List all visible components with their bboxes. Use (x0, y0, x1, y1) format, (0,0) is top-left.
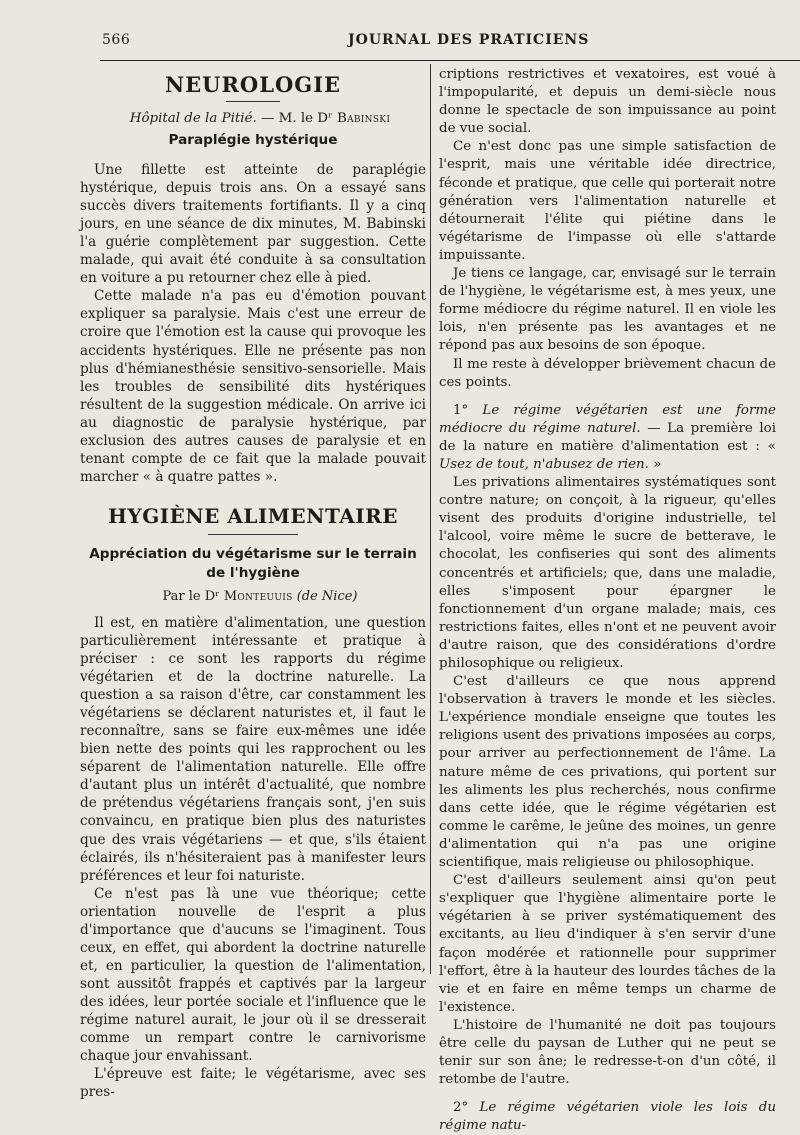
section-rule (208, 534, 298, 535)
point-two-title: Le régime végétarien viole les lois du régime natu- (439, 1100, 776, 1134)
paragraph: Il me reste à développer brièvement chacun de ces points. (439, 356, 776, 390)
paragraph: C'est d'ailleurs ce que nous apprend l'observation à travers le monde et les siècles. L'expérience mondiale enseigne que toutes les religions usent des privations imposées au corps, pour arriver au perfectionnement de l'âme. La nature même de ces privations, qui portent sur les aliments les plus recherchés, nous confirme dans cette idée, que le régime végétarien est comme le carême, le jeûne des moines, un genre d'alimentation qui n'a pas une origine scientifique, mais religieuse ou philosophique. (439, 674, 776, 871)
byline-author: Monteuuis (223, 588, 293, 604)
point-one-title: Le régime végétarien est une forme médiocre du régime naturel. (439, 402, 776, 436)
journal-title: JOURNAL DES PRATICIENS (348, 32, 590, 48)
paragraph: Ce n'est donc pas une simple satisfaction de l'esprit, mais une véritable idée directrice, féconde et pratique, que celle qui porterait notre génération vers l'alimentation naturelle et détournerait l'élite qui piétine dans le végétarisme de l'impasse où elle s'attarde impuissante. (439, 139, 776, 263)
point-one-end: » (648, 456, 662, 472)
paragraph: Il est, en matière d'alimentation, une question particulièrement intéressante et pratique à préciser : ce sont les rapports du régime végétarien et de la doctrine naturelle. La question a sa raison d'être, car constamment les végétariens se déclarent naturistes et, il faut le reconnaître, sans se faire eux-mêmes une idée bien nette des points qui les rapprochent ou les séparent de l'alimentation naturelle. Elle offre d'autant plus un intérêt d'actualité, que nombre de prétendus végétariens français sont, j'en suis convaincu, en pratique bien plus des naturistes que des vrais végétariens — et que, s'ils étaient éclairés, ils n'hésiteraient pas à manifester leurs préférences et leur foi naturiste. (80, 614, 426, 884)
hospital-separator: — M. le Dʳ (256, 111, 337, 126)
hospital-name: Hôpital de la Pitié. (129, 111, 257, 126)
section-title-neurologie: NEUROLOGIE (164, 72, 342, 97)
column-divider (430, 64, 431, 974)
point-one (439, 402, 776, 474)
paragraph: Je tiens ce langage, car, envisagé sur le terrain de l'hygiène, le végétarisme est, à mes yeux, une forme médiocre du régime naturel. Il en viole les lois, n'en présente pas les avantages et ne répond pas aux besoins de son époque. (439, 266, 776, 354)
paragraph: Cette malade n'a pas eu d'émotion pouvant expliquer sa paralysie. Mais c'est une erreur de croire que l'émotion est la cause qui provoque les accidents hystériques. Elle ne présente pas non plus d'hémianesthésie sensitivo-sensorielle. Mais les troubles de sensibilité dits hystériques résultent de la suggestion médicale. On arrive ici au diagnostic de paralysie hystérique, par exclusion des autres causes de paralysie et en tenant compte de ce fait que la malade pouvait marcher « à quatre pattes ». (80, 288, 426, 485)
paragraph: criptions restrictives et vexatoires, est voué à l'impopularité, et depuis un demi-siècle nous donne le spectacle de son impuissance au point de vue social. (439, 67, 776, 137)
page-number: 566 (102, 32, 131, 48)
point-one-number: 1° (453, 402, 469, 418)
paragraph: L'histoire de l'humanité ne doit pas toujours être celle du paysan de Luther qui ne peut se tenir sur son âne; le redresse-t-on d'un côté, il retombe de l'autre. (439, 1017, 776, 1088)
paragraph: Une fillette est atteinte de paraplégie hystérique, depuis trois ans. On a essayé sans succès divers traitements fortifiants. Il y a cinq jours, en une séance de dix minutes, M. Babinski l'a guérie complètement par suggestion. Cette malade, qui avait été conduite à sa consultation en voiture a pu retourner chez elle à pied. (80, 162, 426, 287)
point-two (439, 1099, 776, 1135)
point-two-number: 2° (453, 1100, 469, 1116)
article-title: Appréciation du végétarisme sur le terrain de l'hygiène (89, 545, 417, 581)
byline-place: (de Nice) (296, 588, 358, 604)
paragraph: Ce n'est pas là une vue théorique; cette orientation nouvelle de l'esprit a plus d'importance que d'aucuns se l'imaginent. Tous ceux, en effet, qui abordent la doctrine naturelle et, en particulier, la question de l'alimentation, sont aussitôt frappés et captivés par la largeur des idées, leur portée sociale et l'influence que le régime naturel aurait, le jour où il se dresserait comme un rempart contre le carnivorisme chaque jour envahissant. (80, 885, 426, 1065)
point-one-quote: Usez de tout, n'abusez de rien. (439, 456, 649, 472)
page-header (102, 32, 800, 54)
paragraph: C'est d'ailleurs seulement ainsi qu'on peut s'expliquer que l'hygiène alimentaire porte le végétarien à se priver systématiquement des excitants, au lieu d'indiquer à s'en servir d'une façon modérée et rationnelle pour supprimer l'effort, être à la hauteur des lourdes tâches de la vie et en faire en même temps un charme de l'existence. (439, 873, 776, 1015)
section-rule (226, 101, 280, 102)
doctor-name: Babinski (336, 111, 391, 126)
article-byline (80, 588, 426, 606)
left-column (80, 66, 426, 1101)
header-rule (100, 60, 800, 61)
section-title-hygiene: HYGIÈNE ALIMENTAIRE (108, 503, 398, 528)
byline-prefix: Par le Dʳ (162, 588, 224, 604)
point-one-text: — La première loi de la nature en matière d'alimentation est : « (439, 420, 776, 454)
case-title: Paraplégie hystérique (168, 132, 338, 149)
right-column (439, 66, 776, 1135)
case-source (80, 110, 426, 128)
paragraph: Les privations alimentaires systématiques sont contre nature; on conçoit, à la rigueur, qu'elles visent des produits d'origine industrielle, tel l'alcool, voire même le sucre de betterave, le chocolat, les confiseries qui sont des aliments concentrés et artificiels; que, dans une maladie, elles s'imposent pour épargner le fonctionnement d'un organe malade; mais, ces restrictions faites, elles n'ont et ne peuvent avoir d'autre raison, que des considérations d'ordre philosophique ou religieux. (439, 475, 776, 671)
paragraph: L'épreuve est faite; le végétarisme, avec ses pres- (80, 1066, 426, 1101)
